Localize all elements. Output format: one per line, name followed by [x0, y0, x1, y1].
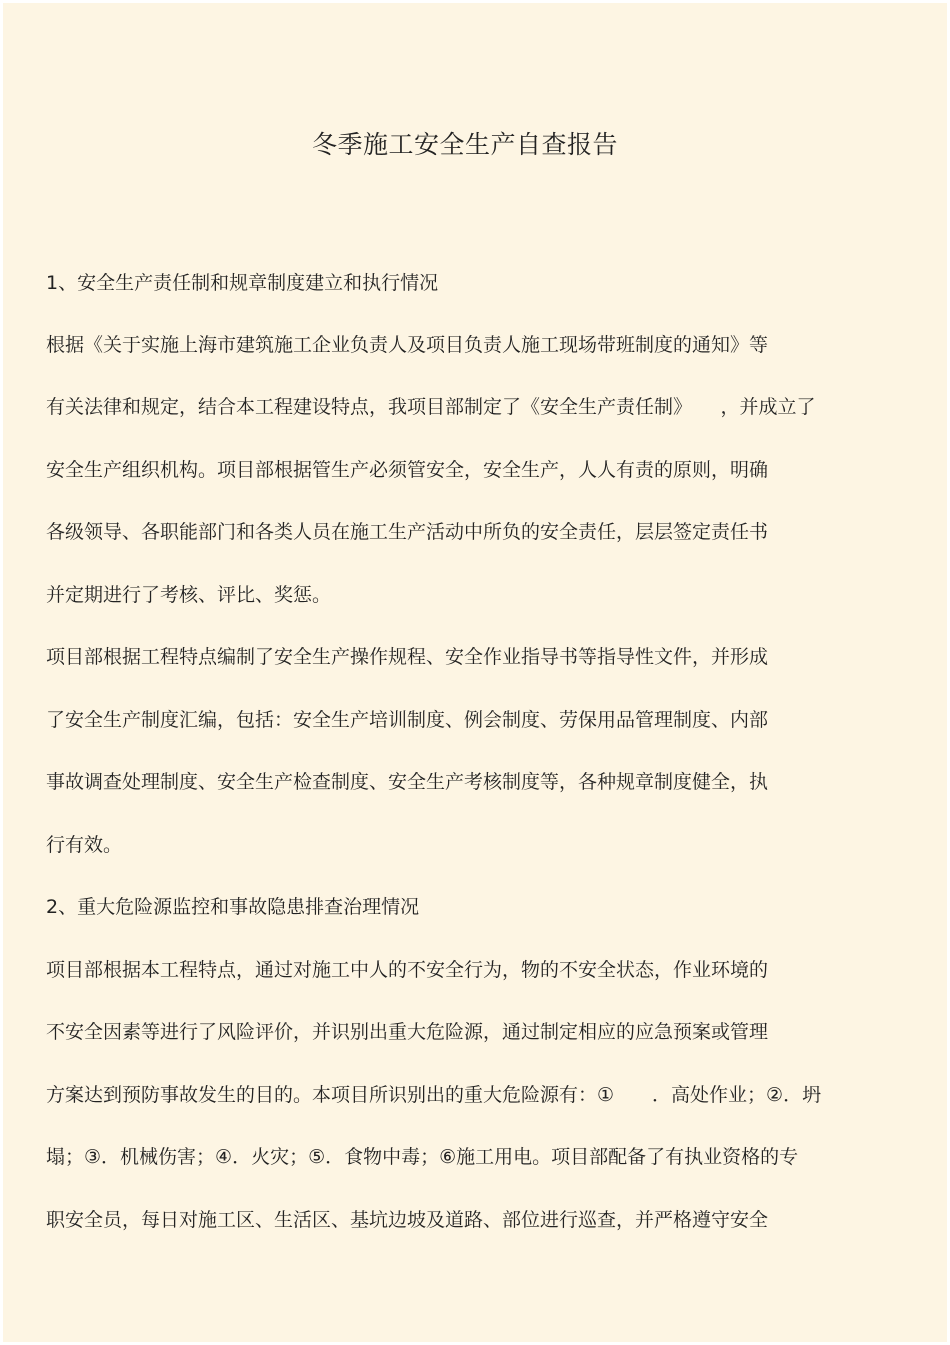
paragraph-line: 安全生产组织机构。项目部根据管生产必须管安全，安全生产，人人有责的原则，明确 — [46, 459, 769, 481]
paragraph-line: 根据《关于实施上海市建筑施工企业负责人及项目负责人施工现场带班制度的通知》等 — [46, 334, 769, 356]
paragraph-line: 不安全因素等进行了风险评价，并识别出重大危险源，通过制定相应的应急预案或管理 — [46, 1021, 769, 1043]
paragraph-line: 了安全生产制度汇编，包括：安全生产培训制度、例会制度、劳保用品管理制度、内部 — [46, 709, 769, 731]
paragraph-line: 并定期进行了考核、评比、奖惩。 — [46, 584, 332, 606]
paragraph-line: 各级领导、各职能部门和各类人员在施工生产活动中所负的安全责任，层层签定责任书 — [46, 521, 769, 543]
paragraph-line: 方案达到预防事故发生的目的。本项目所识别出的重大危险源有：① ．高处作业；②．坍 — [46, 1084, 822, 1106]
paragraph-line: 项目部根据工程特点编制了安全生产操作规程、安全作业指导书等指导性文件，并形成 — [46, 646, 769, 668]
paragraph-line: 行有效。 — [46, 834, 123, 856]
paragraph-line: 事故调查处理制度、安全生产检查制度、安全生产考核制度等，各种规章制度健全，执 — [46, 771, 769, 793]
paragraph-line: 塌；③．机械伤害；④．火灾；⑤．食物中毒；⑥施工用电。项目部配备了有执业资格的专 — [46, 1146, 799, 1168]
document-title: 冬季施工安全生产自查报告 — [311, 130, 618, 159]
paragraph-line: 有关法律和规定，结合本工程建设特点，我项目部制定了《安全生产责任制》 ，并成立了 — [46, 396, 816, 418]
paragraph-line: 项目部根据本工程特点，通过对施工中人的不安全行为，物的不安全状态，作业环境的 — [46, 959, 769, 981]
section-heading-1: 1、安全生产责任制和规章制度建立和执行情况 — [46, 272, 439, 294]
section-heading-2: 2、重大危险源监控和事故隐患排查治理情况 — [46, 896, 420, 918]
document-page — [3, 3, 947, 1342]
paragraph-line: 职安全员，每日对施工区、生活区、基坑边坡及道路、部位进行巡查，并严格遵守安全 — [46, 1209, 769, 1231]
